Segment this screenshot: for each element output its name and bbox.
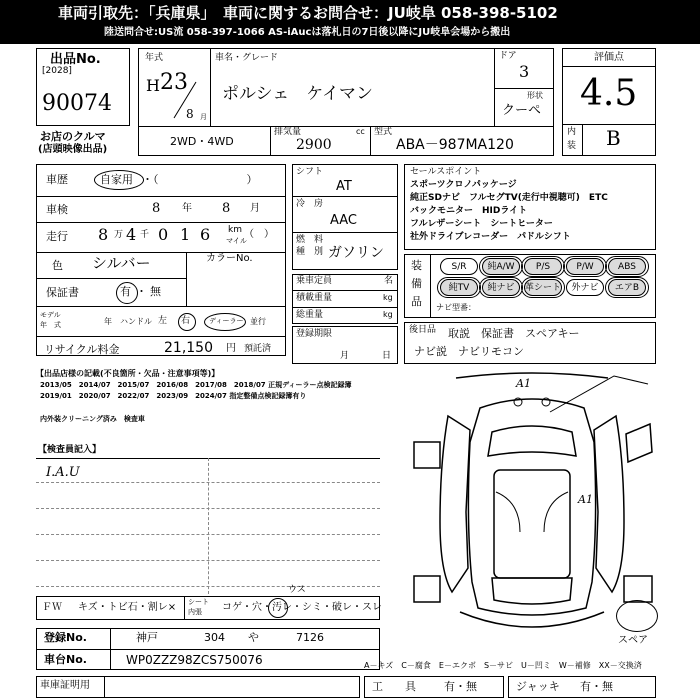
damage-mark-side: A1 [578, 493, 593, 506]
inspector-label: 【検査員記入】 [38, 445, 102, 455]
score-label: 評価点 [594, 52, 624, 63]
jack-label: ジャッキ [516, 680, 560, 693]
model-year-unit: 年 [104, 317, 112, 326]
mileage-paren: （ ） [244, 229, 274, 240]
garage-cert-label: 車庫証明用 [40, 680, 90, 691]
shop-line-1: お店のクルマ [40, 130, 106, 143]
load-label: 積載重量 [296, 293, 333, 303]
model-value: ABA－987MA120 [396, 137, 514, 153]
registration-class: 304 [204, 631, 225, 644]
mileage-d2: 4 [126, 225, 137, 244]
equipment-badge-label: P/W [576, 262, 594, 272]
equipment-badge [524, 258, 562, 275]
notes-title: 【出品店様の記載(不良箇所・欠品・注意事項等)】 [36, 369, 220, 378]
equipment-badge [482, 258, 520, 275]
handle-left: 左 [158, 316, 168, 326]
handle-label: ハンドル [120, 317, 152, 326]
warranty-label: 保証書 [46, 286, 79, 299]
dealer-label: ディーラー [209, 317, 244, 325]
equipment-badge [566, 279, 604, 296]
recycle-note: 預託済 [244, 344, 272, 354]
equipment-badge [482, 279, 520, 296]
model-year-label-2: 年 式 [40, 321, 61, 329]
car-name-label: 車名・グレード [215, 53, 279, 63]
navi-model-label: ナビ型番： [436, 303, 476, 312]
mileage-unit-km: km [228, 225, 242, 235]
equipment-badge [566, 258, 604, 275]
equipment-label-3: 品 [411, 295, 422, 308]
equipment-badge-label: P/S [535, 262, 551, 272]
inspection-month: 8 [222, 201, 231, 216]
registration-period-label: 登録期限 [296, 329, 333, 339]
seat-label-1: シート [188, 598, 209, 606]
equipment-circle [521, 256, 565, 277]
warranty-yes: 有 [120, 285, 131, 298]
sales-point-2: 純正SDナビ フルセグTV(走行中視聴可) ETC [410, 193, 608, 203]
recycle-unit: 円 [226, 343, 236, 354]
car-name: ポルシェ ケイマン [222, 84, 374, 104]
damage-mark-front: A1 [516, 377, 531, 390]
shift-value: AT [336, 179, 352, 194]
mileage-u1: 万 [114, 230, 124, 240]
year-month: 8 [186, 107, 194, 121]
after-items-line-1: 取説 保証書 スペアキー [448, 327, 580, 340]
displacement-value: 2900 [296, 137, 332, 153]
color-value: シルバー [92, 254, 151, 272]
equipment-badge [440, 279, 478, 296]
header-line-1: 車両引取先：「兵庫県」 車両に関するお問合せ：JU岐阜 058-398-5102 [58, 4, 558, 22]
inspection-month-unit: 月 [250, 203, 260, 214]
chassis-label: 車台No. [44, 653, 87, 666]
fw-label: ＦＷ [42, 602, 62, 613]
load-unit: kg [383, 293, 393, 302]
registration-period-unit: 月 [340, 351, 350, 361]
fw-text: キズ・トビ石・割レ× [78, 602, 177, 613]
lot-label: 出品No. [50, 52, 101, 67]
equipment-circle [437, 277, 481, 298]
gross-label: 総重量 [296, 310, 324, 320]
recycle-value: 21,150 [164, 340, 213, 356]
inspection-year-unit: 年 [182, 203, 192, 214]
warranty-no: 無 [150, 285, 161, 298]
equipment-circle [605, 256, 649, 277]
doors-label: ドア [499, 51, 517, 61]
equipment-label-1: 装 [411, 259, 422, 272]
usu-note: ウス [288, 585, 306, 595]
spare-circle [616, 600, 658, 632]
parallel-label: 並行 [250, 317, 266, 326]
equipment-badge-label: 純ナビ [487, 283, 515, 293]
registration-kana: や [248, 631, 259, 644]
body-value: クーペ [502, 103, 542, 118]
seat-label-2: 内張 [188, 608, 202, 616]
equipment-circle [479, 256, 523, 277]
model-year-label-1: モデル [40, 311, 61, 319]
mileage-d3: 0 [158, 225, 169, 244]
ac-label: 冷 房 [296, 199, 324, 209]
interior-label-2: 装 [567, 141, 577, 151]
tools-label: 工 具 [372, 680, 416, 693]
year-label: 年式 [145, 53, 164, 63]
equipment-badge-label: 革シート [525, 283, 562, 293]
drive-type: 2WD・4WD [170, 135, 234, 148]
sales-point-5: 社外ドライブレコーダー パドルシフト [410, 232, 571, 242]
body-label: 形状 [527, 91, 543, 100]
capacity-unit: 名 [384, 276, 394, 286]
registration-label: 登録No. [44, 631, 87, 644]
registration-place: 神戸 [136, 631, 158, 644]
warranty-sep: ・ [136, 285, 147, 298]
gross-unit: kg [383, 310, 393, 319]
sales-point-4: フルレザーシート シートヒーター [410, 219, 553, 229]
color-label: 色 [52, 259, 63, 272]
mileage-u2: 千 [140, 230, 150, 240]
year-era: H [146, 76, 160, 95]
shop-line-2: (店頭映像出品) [38, 144, 108, 155]
equipment-badge-label: 純TV [448, 283, 470, 293]
doors-value: 3 [519, 62, 530, 81]
notes-line-2: 2019/01 2020/07 2022/07 2023/09 2024/07 指定整備点検記録簿有り [40, 392, 307, 400]
fuel-label-1: 燃 料 [296, 235, 324, 245]
seat-text: コゲ・穴・汚レ・シミ・破レ・スレ [222, 602, 382, 613]
fuel-label-2: 種 別 [296, 247, 324, 257]
shift-label: シフト [296, 167, 324, 177]
year-slash [170, 80, 200, 120]
year-month-unit: 月 [200, 113, 207, 121]
interior-label-1: 内 [567, 127, 577, 137]
jack-value: 有・無 [580, 680, 613, 693]
sales-point-3: バックモニター HIDライト [410, 206, 528, 216]
mileage-d5: 6 [200, 225, 211, 244]
lot-number: 90074 [42, 91, 112, 116]
equipment-badge-label: 外ナビ [571, 283, 599, 293]
equipment-badge-label: S/R [451, 262, 467, 272]
sales-points-label: セールスポイント [410, 167, 482, 177]
equipment-circle [521, 277, 565, 298]
damage-legend: A－キズ C－腐食 E－エクボ S－サビ U－凹ミ W－補修 XX－交換済 [364, 661, 642, 670]
lot-year-stamp: [2028] [42, 66, 72, 76]
year-value: 23 [160, 70, 188, 95]
inspection-label: 車検 [46, 203, 68, 216]
history-label: 車歴 [46, 173, 68, 186]
equipment-badge [524, 279, 562, 296]
usu-circle [268, 598, 288, 618]
equipment-badge [440, 258, 478, 275]
mileage-d1: 8 [98, 225, 109, 244]
history-rest: ・（ ） [142, 173, 258, 186]
registration-number: 7126 [296, 631, 324, 644]
equipment-badge [608, 258, 646, 275]
mileage-label: 走行 [46, 230, 68, 243]
notes-line-1: 2013/05 2014/07 2015/07 2016/08 2017/08 2018/07 正規ディーラー点検記録簿 [40, 381, 352, 389]
capacity-label: 乗車定員 [296, 276, 333, 286]
equipment-circle [563, 256, 607, 277]
equipment-badge-label: 純A/W [487, 262, 515, 272]
chassis-value: WP0ZZZ98ZCS750076 [126, 653, 263, 667]
displacement-label: 排気量 [274, 127, 302, 137]
displacement-unit: cc [356, 127, 365, 136]
colorno-label: カラーNo. [206, 253, 253, 264]
equipment-badge [608, 279, 646, 296]
notes-line-3: 内外装クリーニング済み 検査車 [40, 415, 145, 423]
after-items-line-2: ナビ説 ナビリモコン [414, 345, 524, 358]
handle-right: 右 [181, 316, 191, 326]
score-value: 4.5 [580, 73, 638, 114]
inspection-year: 8 [152, 201, 161, 216]
history-value: 自家用 [100, 173, 133, 186]
equipment-badge-label: ABS [618, 262, 636, 272]
interior-score: B [606, 126, 621, 150]
recycle-label: リサイクル料金 [44, 343, 120, 356]
equipment-label-2: 備 [411, 277, 422, 290]
equipment-circle [479, 277, 523, 298]
registration-period-day: 日 [382, 351, 392, 361]
equipment-circle [605, 277, 649, 298]
mileage-d4: 1 [180, 225, 191, 244]
fuel-value: ガソリン [328, 245, 384, 261]
sales-point-1: スポーツクロノパッケージ [410, 180, 517, 190]
inspector-note: I.A.U [46, 465, 80, 480]
spare-label: スペア [618, 635, 648, 646]
after-items-label: 後日品 [409, 325, 437, 335]
tools-value: 有・無 [444, 680, 477, 693]
model-label: 型式 [374, 127, 393, 137]
ac-value: AAC [330, 213, 357, 228]
mileage-unit-mile: マイル [226, 237, 247, 245]
equipment-badge-label: エアB [614, 283, 640, 293]
header-line-2: 陸送問合せ:US流 058-397-1066 AS-iAucは落札日の7日後以降にJU岐阜会場から搬出 [104, 27, 511, 38]
